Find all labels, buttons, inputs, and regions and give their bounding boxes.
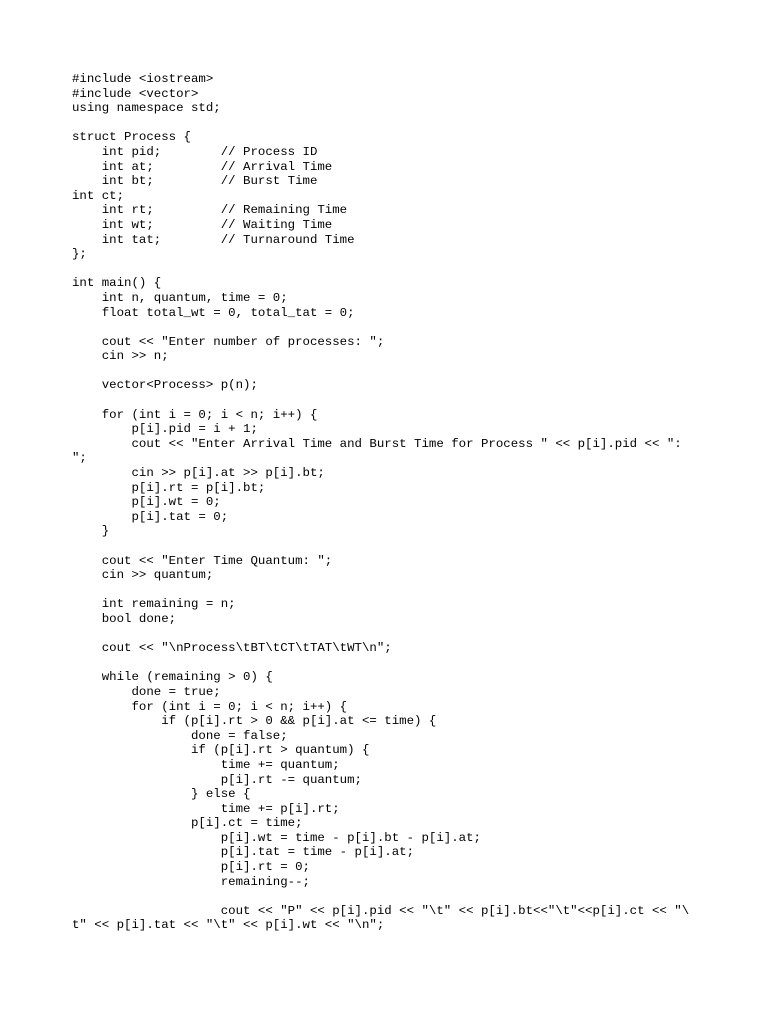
code-line: vector<Process> p(n); — [72, 378, 258, 393]
code-line: p[i].wt = 0; — [72, 495, 221, 510]
code-line: for (int i = 0; i < n; i++) { — [72, 699, 348, 714]
code-line: p[i].ct = time; — [72, 816, 303, 831]
code-line: t" << p[i].tat << "\t" << p[i].wt << "\n"; — [72, 918, 385, 933]
code-line: p[i].pid = i + 1; — [72, 422, 258, 437]
code-line: } — [72, 524, 110, 539]
code-line: int pid; // Process ID — [72, 144, 318, 159]
code-line: int rt; // Remaining Time — [72, 203, 348, 218]
code-line — [72, 627, 712, 642]
code-line: time += p[i].rt; — [72, 801, 340, 816]
code-line: }; — [72, 247, 87, 262]
code-line: p[i].rt = 0; — [72, 860, 310, 875]
code-line — [72, 889, 712, 904]
code-line: int main() { — [72, 276, 162, 291]
code-line: using namespace std; — [72, 101, 221, 116]
code-line: int wt; // Waiting Time — [72, 217, 333, 232]
code-line — [72, 539, 712, 554]
code-line — [72, 393, 712, 408]
code-line: for (int i = 0; i < n; i++) { — [72, 407, 318, 422]
code-line: while (remaining > 0) { — [72, 670, 273, 685]
code-line: struct Process { — [72, 130, 191, 145]
code-line — [72, 116, 712, 131]
code-listing — [72, 72, 712, 933]
code-line: p[i].tat = time - p[i].at; — [72, 845, 415, 860]
code-line: bool done; — [72, 611, 177, 626]
code-line — [72, 364, 712, 379]
code-line: done = false; — [72, 728, 288, 743]
code-line: int ct; — [72, 188, 125, 203]
code-line: cout << "Enter Arrival Time and Burst Time for Process " << p[i].pid << ": — [72, 436, 682, 451]
code-line — [72, 583, 712, 598]
code-line: cin >> p[i].at >> p[i].bt; — [72, 466, 325, 481]
code-line: int n, quantum, time = 0; — [72, 290, 288, 305]
code-line: int tat; // Turnaround Time — [72, 232, 355, 247]
code-line: p[i].wt = time - p[i].bt - p[i].at; — [72, 830, 481, 845]
code-line: cout << "P" << p[i].pid << "\t" << p[i].bt<<"\t"<<p[i].ct << "\ — [72, 903, 690, 918]
code-line: #include <vector> — [72, 86, 199, 101]
code-line: #include <iostream> — [72, 72, 214, 86]
code-line — [72, 320, 712, 335]
code-line: "; — [72, 451, 87, 466]
code-line: int remaining = n; — [72, 597, 236, 612]
code-line: int at; // Arrival Time — [72, 159, 333, 174]
code-line: if (p[i].rt > quantum) { — [72, 743, 370, 758]
code-line: float total_wt = 0, total_tat = 0; — [72, 305, 355, 320]
code-line: time += quantum; — [72, 757, 340, 772]
code-line — [72, 656, 712, 671]
code-line: done = true; — [72, 684, 221, 699]
code-line: cout << "\nProcess\tBT\tCT\tTAT\tWT\n"; — [72, 641, 392, 656]
code-line: cin >> n; — [72, 349, 169, 364]
code-line: if (p[i].rt > 0 && p[i].at <= time) { — [72, 714, 437, 729]
code-line: } else { — [72, 787, 251, 802]
code-line: int bt; // Burst Time — [72, 174, 318, 189]
code-line: cout << "Enter Time Quantum: "; — [72, 553, 333, 568]
code-line: p[i].rt -= quantum; — [72, 772, 362, 787]
code-line: cin >> quantum; — [72, 568, 214, 583]
code-line: remaining--; — [72, 874, 310, 889]
code-line: p[i].rt = p[i].bt; — [72, 480, 266, 495]
code-line: p[i].tat = 0; — [72, 509, 229, 524]
code-line: cout << "Enter number of processes: "; — [72, 334, 385, 349]
code-line — [72, 262, 712, 277]
